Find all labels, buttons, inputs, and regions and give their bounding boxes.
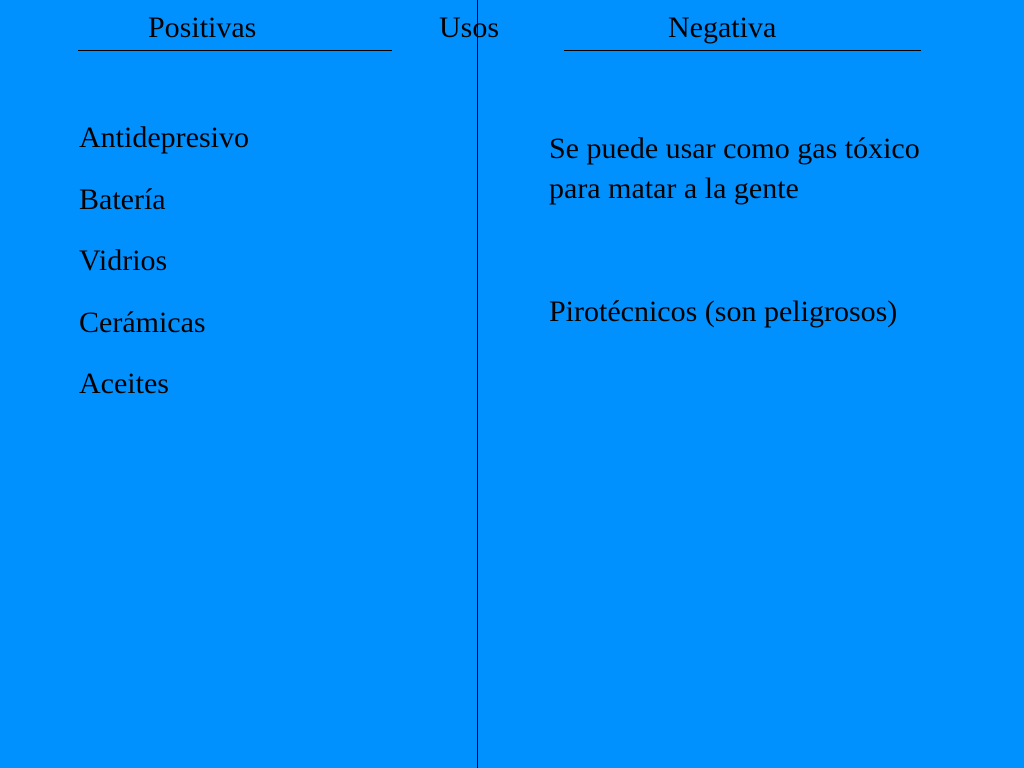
column-divider (477, 0, 478, 768)
positive-item-antidepresivo: Antidepresivo (79, 121, 249, 154)
positive-header-underline (78, 50, 392, 51)
negative-item-pyrotechnics: Pirotécnicos (son peligrosos) (549, 295, 898, 328)
negative-header-underline (564, 50, 921, 51)
positive-item-vidrios: Vidrios (79, 244, 168, 277)
positive-list (79, 118, 249, 426)
uses-header: Usos (439, 11, 500, 44)
positive-item-bateria: Batería (79, 182, 166, 216)
positive-item-aceites: Aceites (79, 367, 169, 400)
negative-item-toxic-gas: Se puede usar como gas tóxico para matar a la gente (549, 132, 920, 205)
positive-item-ceramicas: Cerámicas (79, 305, 206, 339)
negative-header: Negativa (668, 11, 777, 44)
positive-header: Positivas (148, 11, 257, 44)
